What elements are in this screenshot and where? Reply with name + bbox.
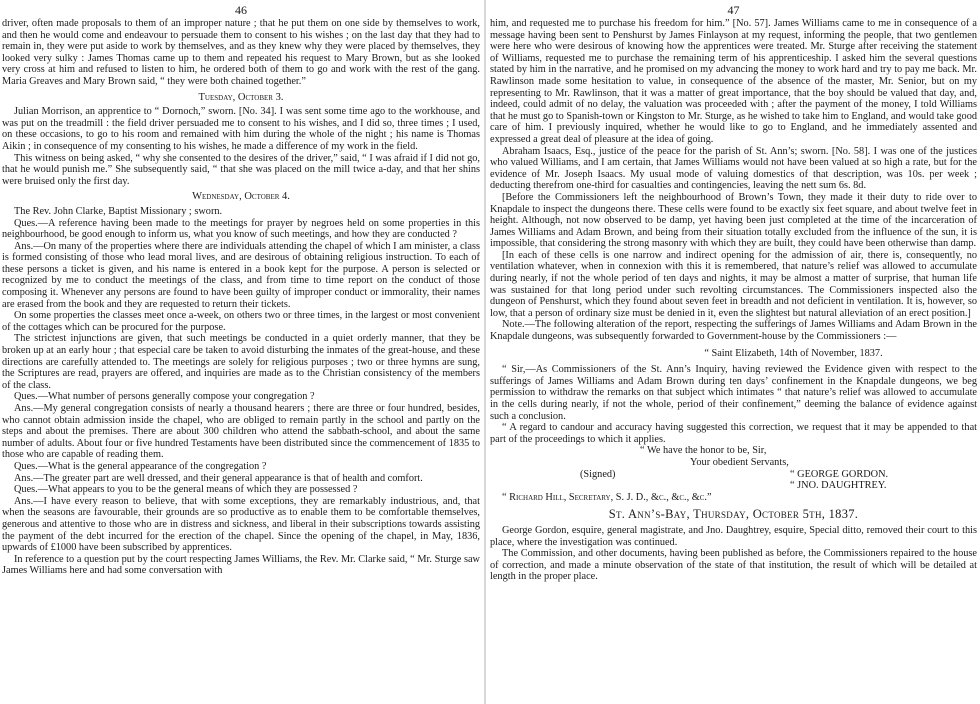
paragraph: Ques.—A reference having been made to the meetings for prayer by negroes held on some properties in this neighbourhood, be good enough to inform us, what you know of such meetings, and how they are conducted ? bbox=[2, 217, 480, 241]
paragraph: Note.—The following alteration of the report, respecting the sufferings of James Williams and Adam Brown in the Knapdale dungeons, was subsequently forwarded to Government-house by the Commissioners :— bbox=[490, 319, 977, 343]
paragraph: The strictest injunctions are given, that such meetings be conducted in a quiet orderly manner, that they be broken up at an early hour ; that especial care be taken to avoid disturbing the inmates of the great-house, and these directions are carefully attended to. The meetings are solely for religious purposes ; two or three hymns are sung, the Scriptures are read, prayers are offered, and inquiries are made as to the Christian consistency of the members of the class. bbox=[2, 333, 480, 391]
paragraph: In reference to a question put by the court respecting James Williams, the Rev. Mr. Clarke said, “ Mr. Sturge saw James Williams here and had some conversation with bbox=[2, 553, 480, 577]
date-heading: Tuesday, October 3. bbox=[198, 91, 284, 103]
paragraph: Ques.—What is the general appearance of the congregation ? bbox=[14, 460, 267, 472]
date-heading: Wednesday, October 4. bbox=[192, 191, 290, 203]
paragraph: The Rev. John Clarke, Baptist Missionary ; sworn. bbox=[14, 205, 223, 217]
paragraph: This witness on being asked, “ why she consented to the desires of the driver,” said, “ I was afraid if I did not go, that he would punish me.” She subsequently said, “ that she was placed on the mill twice a-day, and that her shins were bruised only the first day. bbox=[2, 152, 480, 187]
letter-closing: Your obedient Servants, bbox=[690, 456, 789, 468]
paragraph: Abraham Isaacs, Esq., justice of the peace for the parish of St. Ann’s; sworn. [No. 58]. I was one of the justices who valued Williams, and I am certain, that James Williams would not have been valued at so high a rate, but for the evidence of Mr. Joseph Isaacs. My usual mode of valuing domestics of that description, was 10s. per week ; deducting therefrom one-third for casualties and contingencies, leaving the nett sum 6s. 8d. bbox=[490, 145, 977, 192]
paragraph: On some properties the classes meet once a-week, on others two or three times, in the largest or most convenient of the cottages which can be procured for the purpose. bbox=[2, 310, 480, 333]
right-page bbox=[490, 0, 977, 704]
paragraph: The Commission, and other documents, having been published as before, the Commissioners repaired to the house of correction, and made a minute observation of the state of that institution, the result of which will be detailed at length in the proper place. bbox=[490, 548, 977, 583]
letter-dateline: “ Saint Elizabeth, 14th of November, 1837. bbox=[704, 347, 883, 359]
paragraph: Ans.—On many of the properties where there are individuals attending the chapel of which I am minister, a class is formed consisting of those who lead moral lives, and are desirous of obtaining religious instruction. To each of these persons a ticket is given, and his name is entered in a book kept for the purpose. A person is selected or recognized by me to conduct the meetings of the class, and from time to time report on the conduct of those composing it. Whenever any persons are found to have been guilty of improper conduct or immorality, their names are erased from the book and they are requested to return their tickets. bbox=[2, 240, 480, 310]
signature-line bbox=[490, 469, 977, 481]
paragraph: [In each of these cells is one narrow and indirect opening for the admission of air, there is, consequently, no ventilation whatever, when in connexion with this it is remembered, that nature’s relief was allowed to accumulate during nearly, if not the whole period of ten days and nights, it may be almost a matter of surprise, that human life was sustained for that long period under such revolting circumstances. The Commissioners inspected also the dungeon of Penshurst, which they found about seven feet in breadth and not deficient in ventilation. It is, however, so low, that a person of ordinary size must be denied in it, even the slightest but natural alleviation of an erect position.] bbox=[490, 249, 977, 319]
paragraph: Ques.—What appears to you to be the general means of which they are possessed ? bbox=[14, 484, 358, 496]
paragraph: Ques.—What number of persons generally compose your congregation ? bbox=[14, 391, 315, 403]
paragraph: driver, often made proposals to them of an improper nature ; that he put them on one side by themselves to work, and then he would come and endeavour to persuade them to consent to his wishes ; on the last day that they had to remain in, they were put aside to work by themselves, and as they knew why they were placed by themselves, they looked very sulky : James Thomas came up to them and repeated his request to Mary Brown, but as she looked very cross at him and refused to listen to him, he ordered both of them to go and work with the rest of the gang. Maria Greaves and Mary Brown said, “ they were both chained together.” bbox=[2, 18, 480, 87]
paragraph: him, and requested me to purchase his freedom for him.” [No. 57]. James Williams came to me in consequence of a message having been sent to Penshurst by James Finlayson at my request, informing the people, that two gentlemen were here who were desirous of knowing how the apprentices were treated. Mr. Sturge after receiving the statement of Williams, requested me to purchase the remaining term of his apprenticeship. I asked him the several questions stated by him in the narrative, and he promised on my advancing the money to work hard and try to pay me back. Mr. Rawlinson made some hesitation to value, in consequence of the absence of the master, Mr. Senior, but on my representing to Mr. Rawlinson, that it was a matter of great importance, that the boy should be valued that day, and, indeed, could admit of no delay, the valuation was proceeded with ; after the payment of the money, I told Williams that he must go to Spanish-town or Kingston to Mr. Sturge, as he wished to take him to England, and would take good care of him. I previously inquired, whether he would like to go to England, and he immediately assented and expressed a great deal of pleasure at the idea of going. bbox=[490, 18, 977, 145]
left-page bbox=[2, 0, 480, 704]
page-number-right: 47 bbox=[727, 3, 740, 17]
right-page-body bbox=[490, 18, 977, 583]
paragraph: “ A regard to candour and accuracy having suggested this correction, we request that it may be appended to that part of the proceedings to which it applies. bbox=[490, 422, 977, 445]
left-page-body bbox=[2, 18, 480, 577]
signature-gordon: “ GEORGE GORDON. bbox=[790, 468, 889, 480]
page-gutter bbox=[484, 0, 486, 704]
paragraph: George Gordon, esquire, general magistrate, and Jno. Daughtrey, esquire, Special ditto, removed their court to this place, where the investigation was continued. bbox=[490, 524, 977, 548]
paragraph: Ans.—The greater part are well dressed, and their general appearance is that of health and comfort. bbox=[14, 472, 423, 484]
signed-label: (Signed) bbox=[580, 468, 616, 480]
page-number-left: 46 bbox=[235, 3, 247, 17]
paragraph: [Before the Commissioners left the neighbourhood of Brown’s Town, they made it their duty to ride over to Knapdale to inspect the dungeons there. These cells were found to be exactly six feet square, and about twelve feet in height. Although, not now observed to be damp, yet having been just completed at the time of the incarceration of James Williams and Adam Brown, and being from their situation totally excluded from the influence of the sun, it is impossible, that considering the strong masonry with which they are built, they could have been otherwise than damp. bbox=[490, 191, 977, 250]
paragraph: Ans.—I have every reason to believe, that with some exceptions, they are remarkably industrious, and, that when the seasons are favourable, their grounds are so productive as to enable them to be comfortable themselves, generous and attentive to those who are in distress and sickness, and liberal in their subscriptions towards assisting the payment of the debt incurred for the erection of the chapel. Since the opening of the chapel, in May, 1836, upwards of £1000 have been subscribed by apprentices. bbox=[2, 495, 480, 554]
signature-daughtrey: “ JNO. DAUGHTREY. bbox=[790, 480, 887, 492]
paragraph: Ans.—My general congregation consists of nearly a thousand hearers ; there are three or four hundred, besides, who cannot obtain admission inside the chapel, who are obliged to remain partly in the school and partly on the steps and about the premises. There are about 300 children who attend the sabbath-school, and about the same number of adults. About four or five hundred Testaments have been distributed since the commencement of 1835 to those who are capable of reading them. bbox=[2, 403, 480, 461]
letter-closing: “ We have the honor to be, Sir, bbox=[640, 445, 767, 457]
paragraph: “ Sir,—As Commissioners of the St. Ann’s Inquiry, having reviewed the Evidence given with respect to the sufferings of James Williams and Adam Brown during ten days’ confinement in the Knapdale dungeons, we beg permission to withdraw the remarks on that subject which intimates “ that nature’s relief was allowed to accumulate in the cells during nearly, if not the whole, period of their confinement,” deeming the balance of evidence against such a conclusion. bbox=[490, 364, 977, 422]
letter-addressee: “ Richard Hill, Secretary, S. J. D., &c., &c., &c.” bbox=[502, 491, 712, 503]
section-heading: St. Ann’s-Bay, Thursday, October 5th, 1837. bbox=[608, 507, 859, 522]
paragraph: Julian Morrison, an apprentice to “ Dornoch,” sworn. [No. 34]. I was sent some time ago to the workhouse, and was put on the treadmill : the field driver persuaded me to consent to his wishes, and I did so, three times ; I used, on these occasions, to go to his room and remained with him during the whole of the night ; his name is Thomas Aikin ; in consequence of my consenting to his wishes, he made a difference of my work in the field. bbox=[2, 106, 480, 152]
